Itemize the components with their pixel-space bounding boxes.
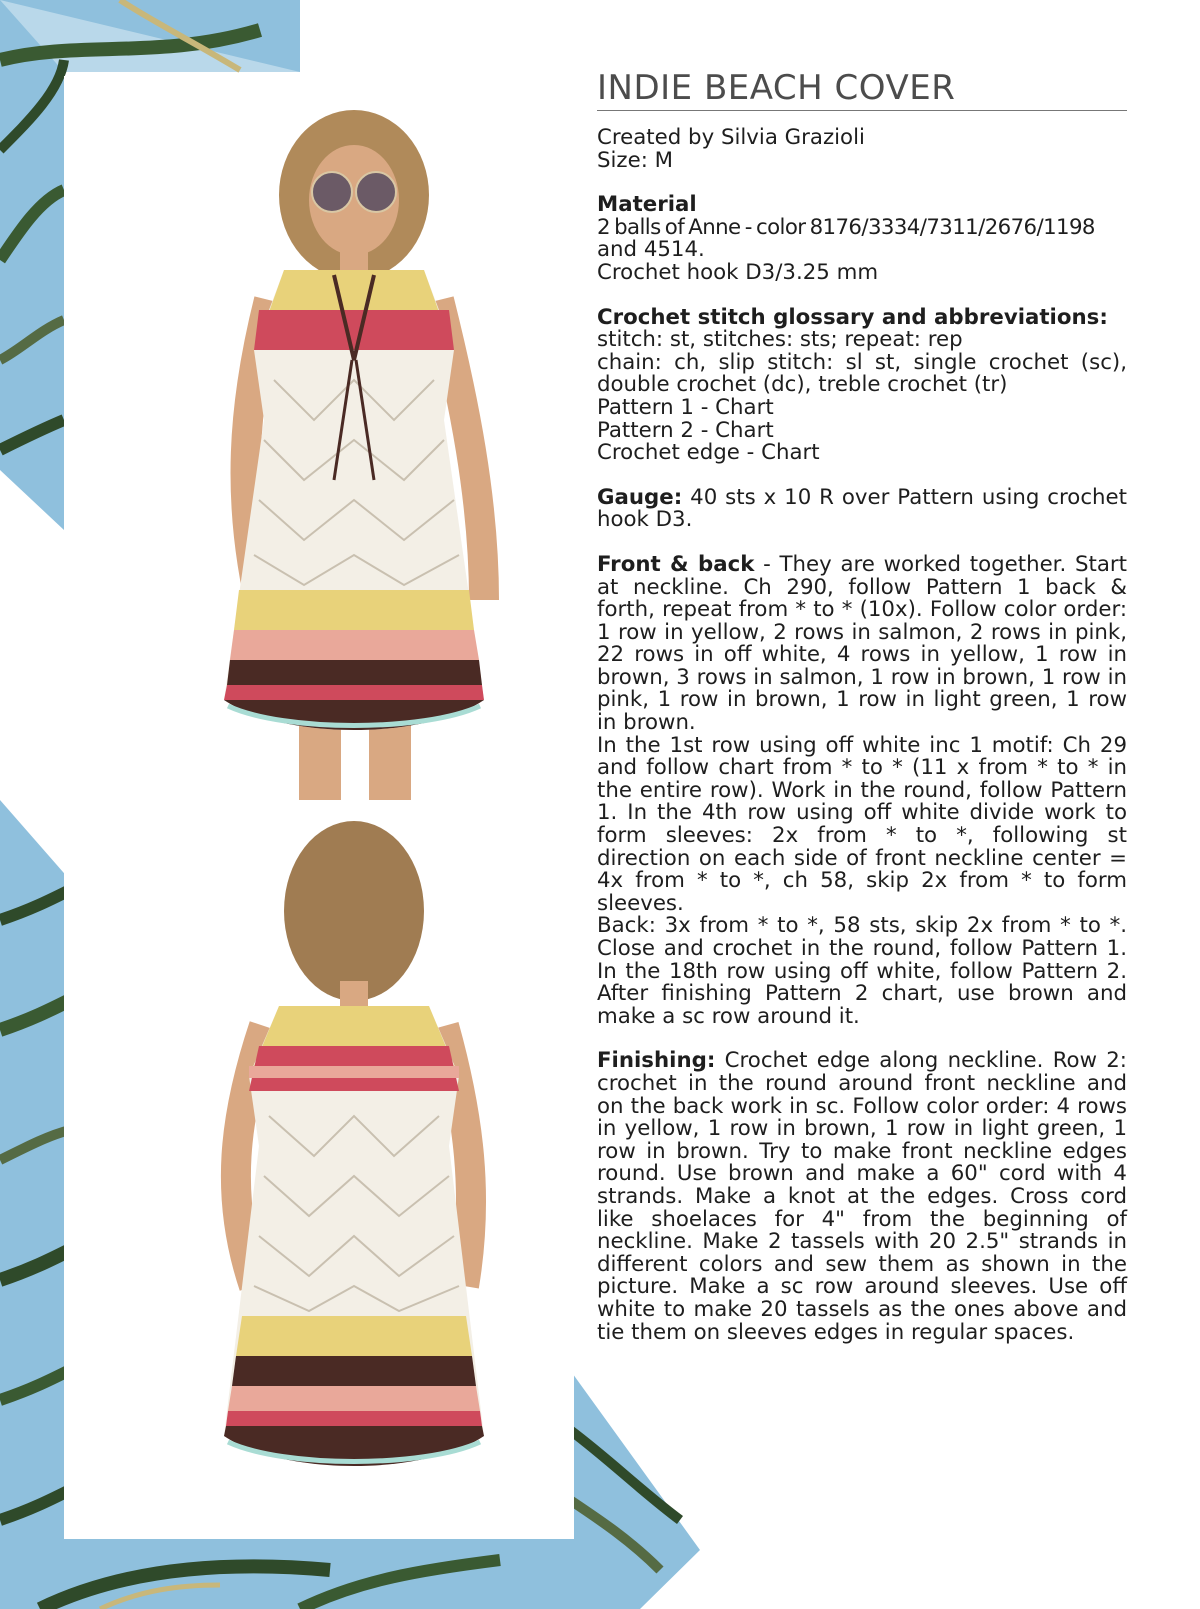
material-heading: Material bbox=[597, 192, 697, 218]
glossary-line-4: Pattern 2 - Chart bbox=[597, 417, 774, 443]
dress-back-photo bbox=[164, 816, 544, 1526]
material-section bbox=[597, 194, 1127, 284]
glossary-line-3: Pattern 1 - Chart bbox=[597, 394, 774, 420]
front-back-section bbox=[597, 551, 1127, 1029]
meta-block bbox=[597, 127, 1127, 172]
front-back-text-3: Back: 3x from * to *, 58 sts, skip 2x from * to *. Close and crochet in the round, follow Pattern 1. In the 18th row using off white, follow Pattern 2. After finishing Pattern 2 chart, use brown and make a sc row around it. bbox=[597, 913, 1127, 1029]
finishing-text: Crochet edge along neckline. Row 2: crochet in the round around front neckline and on the back work in sc. Follow color order: 4 rows in yellow, 1 row in brown, 1 row in light green, 1 row in brown. Try to make front neckline edges round. Use brown and make a 60" cord with 4 strands. Make a knot at the edges. Cross cord like shoelaces for 4" from the beginning of neckline. Make 2 tassels with 20 2.5" strands in different colors and sew them as shown in the picture. Make a sc row around sleeves. Use off white to make 20 tassels as the ones above and tie them on sleeves edges in regular spaces. bbox=[597, 1048, 1127, 1345]
finishing-heading: Finishing: bbox=[597, 1048, 716, 1074]
glossary-heading: Crochet stitch glossary and abbreviations: bbox=[597, 304, 1108, 330]
material-line-3: Crochet hook D3/3.25 mm bbox=[597, 259, 879, 285]
gauge-heading: Gauge: bbox=[597, 484, 683, 510]
material-line-2: and 4514. bbox=[597, 237, 705, 263]
material-line-1: 2 balls of Anne - color 8176/3334/7311/2676/1198 bbox=[597, 214, 1095, 240]
glossary-line-1: stitch: st, stitches: sts; repeat: rep bbox=[597, 327, 963, 353]
page-title: INDIE BEACH COVER bbox=[597, 68, 1127, 111]
front-back-heading: Front & back bbox=[597, 551, 755, 577]
photo-panel bbox=[64, 76, 574, 1539]
glossary-section bbox=[597, 304, 1127, 466]
glossary-line-2: chain: ch, slip stitch: sl st, single crochet (sc), double crochet (dc), treble crochet (tr) bbox=[597, 349, 1127, 398]
gauge-section bbox=[597, 484, 1127, 533]
pattern-text-column bbox=[597, 68, 1127, 1344]
front-back-text-1: - They are worked together. Start at neckline. Ch 290, follow Pattern 1 back & forth, repeat from * to * (10x). Follow color order: 1 row in yellow, 2 rows in salmon, 2 rows in pink, 22 rows in off white, 4 rows in yellow, 1 row in brown, 3 rows in salmon, 1 row in brown, 1 row in pink, 1 row in brown, 1 row in light green, 1 row in brown. bbox=[597, 551, 1127, 736]
dress-front-photo bbox=[164, 100, 544, 800]
front-back-text-2: In the 1st row using off white inc 1 motif: Ch 29 and follow chart from * to * (11 x from * to * in the entire row). Work in the round, follow Pattern 1. In the 4th row using off white divide work to form sleeves: 2x from * to *, following st direction on each side of front neckline center = 4x from * to *, ch 58, skip 2x from * to form sleeves. bbox=[597, 732, 1127, 916]
size-info: Size: M bbox=[597, 147, 674, 173]
gauge-text: 40 sts x 10 R over Pattern using crochet hook D3. bbox=[597, 484, 1127, 533]
created-by: Created by Silvia Grazioli bbox=[597, 125, 865, 150]
finishing-section bbox=[597, 1050, 1127, 1344]
glossary-line-5: Crochet edge - Chart bbox=[597, 440, 820, 466]
